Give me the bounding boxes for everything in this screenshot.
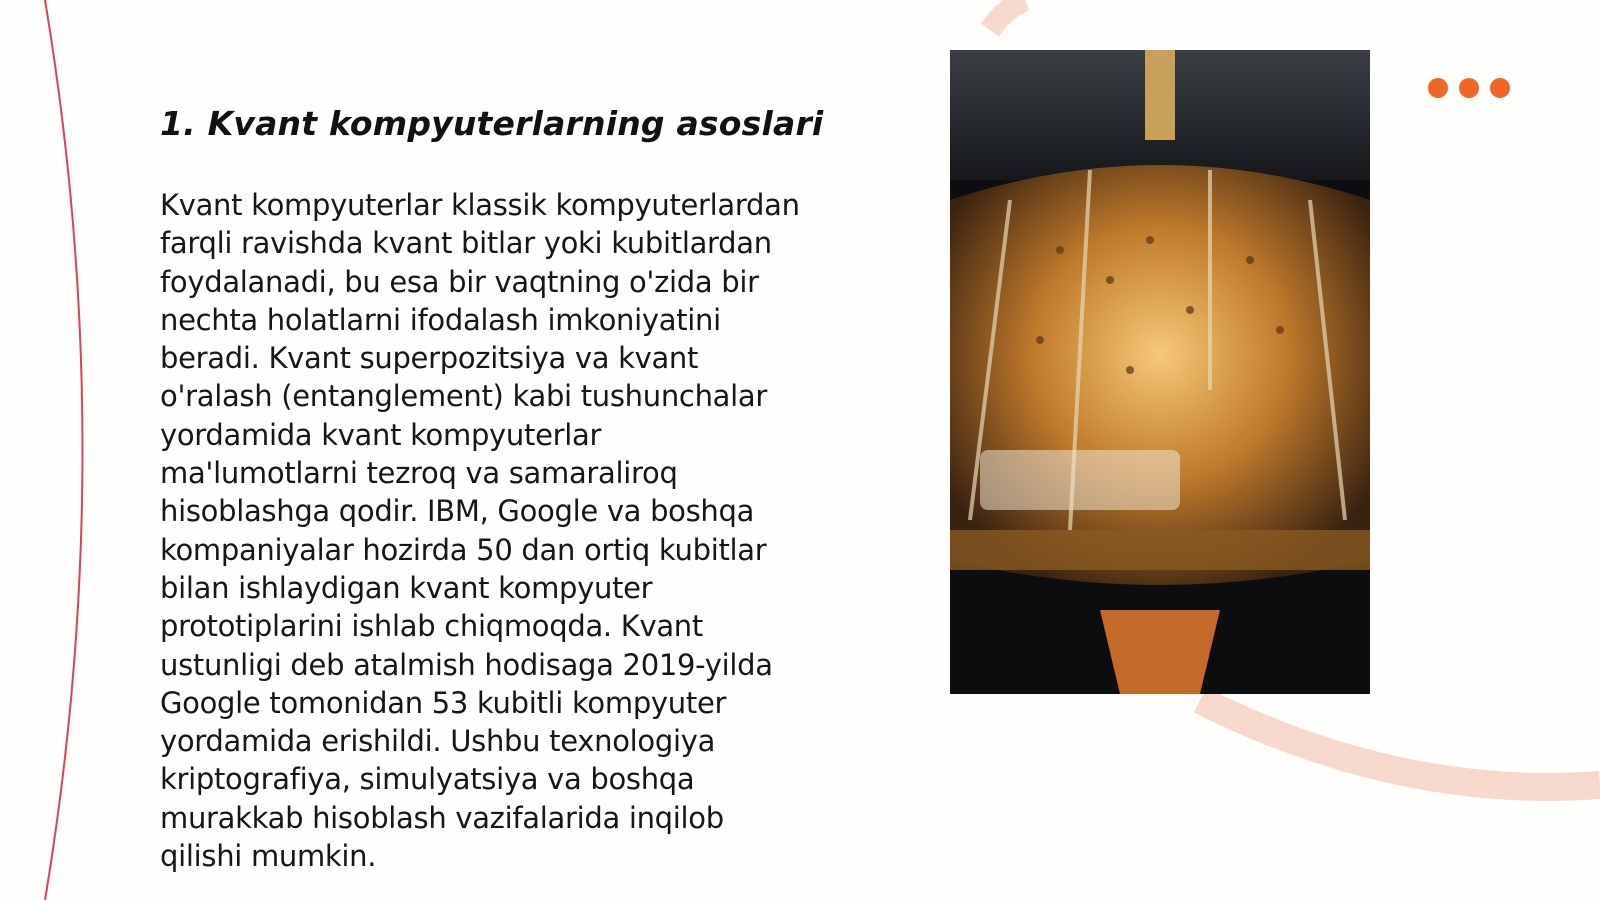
accent-arc-top: [990, 0, 1025, 30]
quantum-computer-photo: [950, 50, 1370, 694]
dot: [1428, 78, 1448, 98]
dot: [1490, 78, 1510, 98]
slide-body-text: Kvant kompyuterlar klassik kompyuterlardan farqli ravishda kvant bitlar yoki kubitlardan foydalanadi, bu esa bir vaqtning o'zida bir nechta holatlarni ifodalash imkoniyatini beradi. Kvant superpozitsiya va kvant o'ralash (entanglement) kabi tushunchalar yordamida kvant kompyuterlar ma'lumotlarni tezroq va samaraliroq hisoblashga qodir. IBM, Google va boshqa kompaniyalar hozirda 50 dan ortiq kubitlar bilan ishlaydigan kvant kompyuter prototiplarini ishlab chiqmoqda. Kvant ustunligi deb atalmish hodisaga 2019-yilda Google tomonidan 53 kubitli kompyuter yordamida erishildi. Ushbu texnologiya kriptografiya, simulyatsiya va boshqa murakkab hisoblash vazifalarida inqilob qilishi mumkin.: [160, 188, 800, 874]
left-arc: [45, 0, 83, 900]
dot: [1459, 78, 1479, 98]
slide-title: 1. Kvant kompyuterlarning asoslari: [160, 104, 824, 143]
accent-arc-bottom: [1200, 700, 1600, 787]
menu-dots-icon: [1428, 78, 1510, 98]
